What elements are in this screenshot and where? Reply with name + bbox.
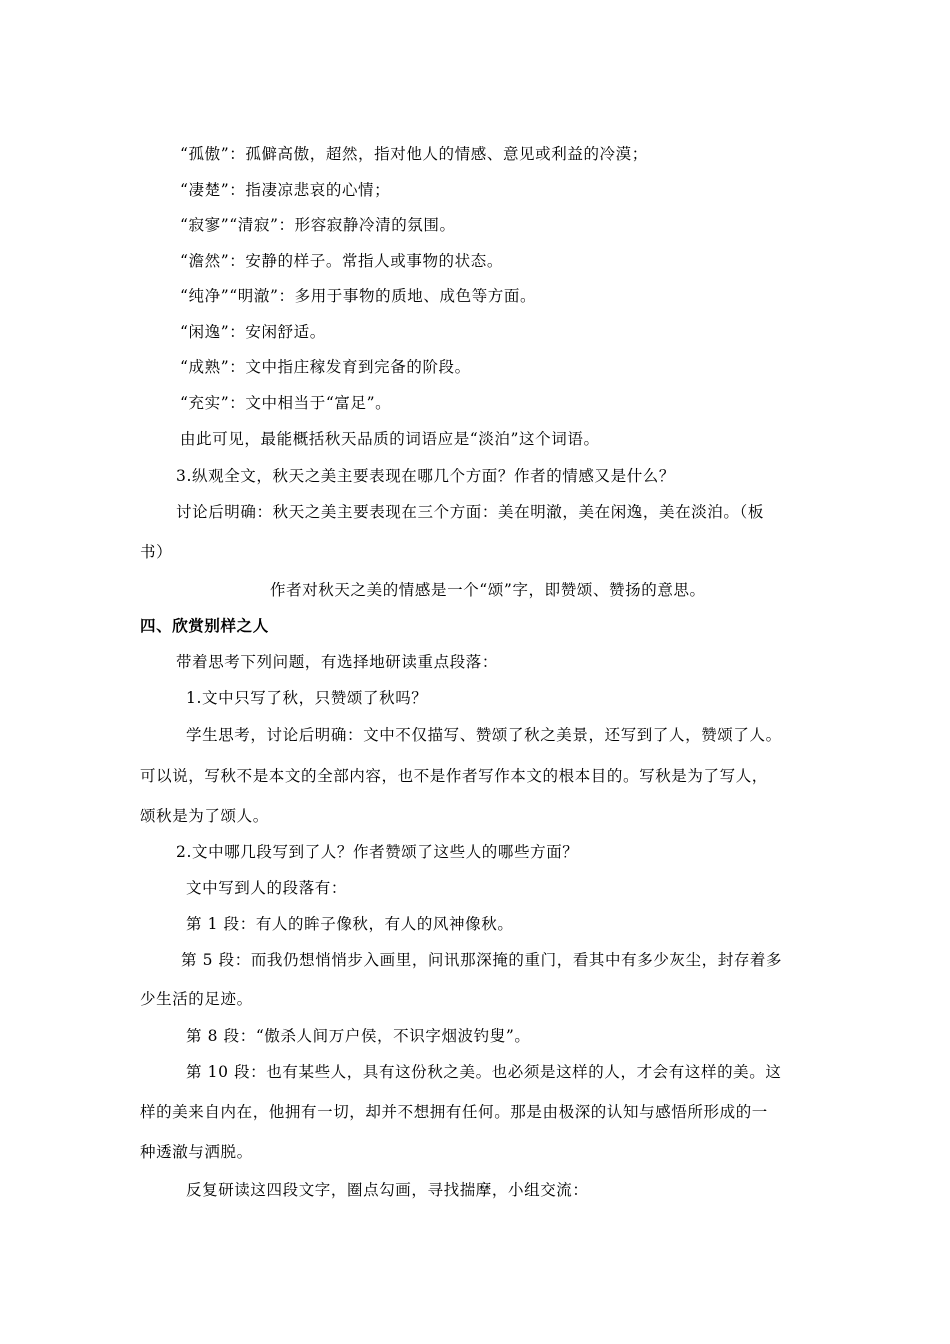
question-line: 1.文中只写了秋，只赞颂了秋吗？: [186, 688, 428, 707]
text-line: 种透澈与洒脱。: [140, 1142, 253, 1161]
text-line: 样的美来自内在，他拥有一切，却并不想拥有任何。那是由极深的认知与感悟所形成的一: [140, 1102, 768, 1121]
text-line: 书）: [140, 542, 173, 561]
text-line: “寂寥”“清寂”：形容寂静冷清的氛围。: [180, 215, 456, 234]
text-line: 文中写到人的段落有：: [186, 878, 348, 897]
text-line: 由此可见，最能概括秋天品质的词语应是“淡泊”这个词语。: [180, 429, 600, 448]
text-line: 颂秋是为了颂人。: [140, 806, 269, 825]
text-line: “闲逸”：安闲舒适。: [180, 322, 326, 341]
text-line: 可以说，写秋不是本文的全部内容，也不是作者写作本文的根本目的。写秋是为了写人，: [140, 766, 768, 785]
text-line: 第 1 段：有人的眸子像秋，有人的风神像秋。: [186, 914, 514, 933]
text-line: 少生活的足迹。: [140, 989, 253, 1008]
question-line: 3.纵观全文，秋天之美主要表现在哪几个方面？作者的情感又是什么？: [176, 466, 675, 485]
text-line: 第 10 段：也有某些人，具有这份秋之美。也必须是这样的人，才会有这样的美。这: [186, 1062, 782, 1081]
question-line: 2.文中哪几段写到了人？作者赞颂了这些人的哪些方面？: [176, 842, 579, 861]
text-line: 作者对秋天之美的情感是一个“颂”字，即赞颂、赞扬的意思。: [270, 580, 706, 599]
text-line: 第 5 段：而我仍想悄悄步入画里，问讯那深掩的重门，看其中有多少灰尘，封存着多: [181, 950, 783, 969]
text-line: 反复研读这四段文字，圈点勾画，寻找揣摩，小组交流：: [186, 1180, 589, 1199]
text-line: 讨论后明确：秋天之美主要表现在三个方面：美在明澈，美在闲逸，美在淡泊。（板: [176, 502, 764, 521]
text-line: 第 8 段：“傲杀人间万户侯，不识字烟波钓叟”。: [186, 1026, 531, 1045]
text-line: “纯净”“明澈”：多用于事物的质地、成色等方面。: [180, 286, 537, 305]
text-line: “澹然”：安静的样子。常指人或事物的状态。: [180, 251, 503, 270]
section-heading: 四、欣赏别样之人: [140, 616, 269, 635]
text-line: “充实”：文中相当于“富足”。: [180, 393, 392, 412]
text-line: 带着思考下列问题，有选择地研读重点段落：: [176, 652, 499, 671]
text-line: “成熟”：文中指庄稼发育到完备的阶段。: [180, 357, 471, 376]
text-line: “凄楚”：指凄凉悲哀的心情；: [180, 180, 391, 199]
text-line: “孤傲”：孤僻高傲，超然，指对他人的情感、意见或利益的冷漠；: [180, 144, 648, 163]
text-line: 学生思考，讨论后明确：文中不仅描写、赞颂了秋之美景，还写到了人，赞颂了人。: [186, 725, 782, 744]
